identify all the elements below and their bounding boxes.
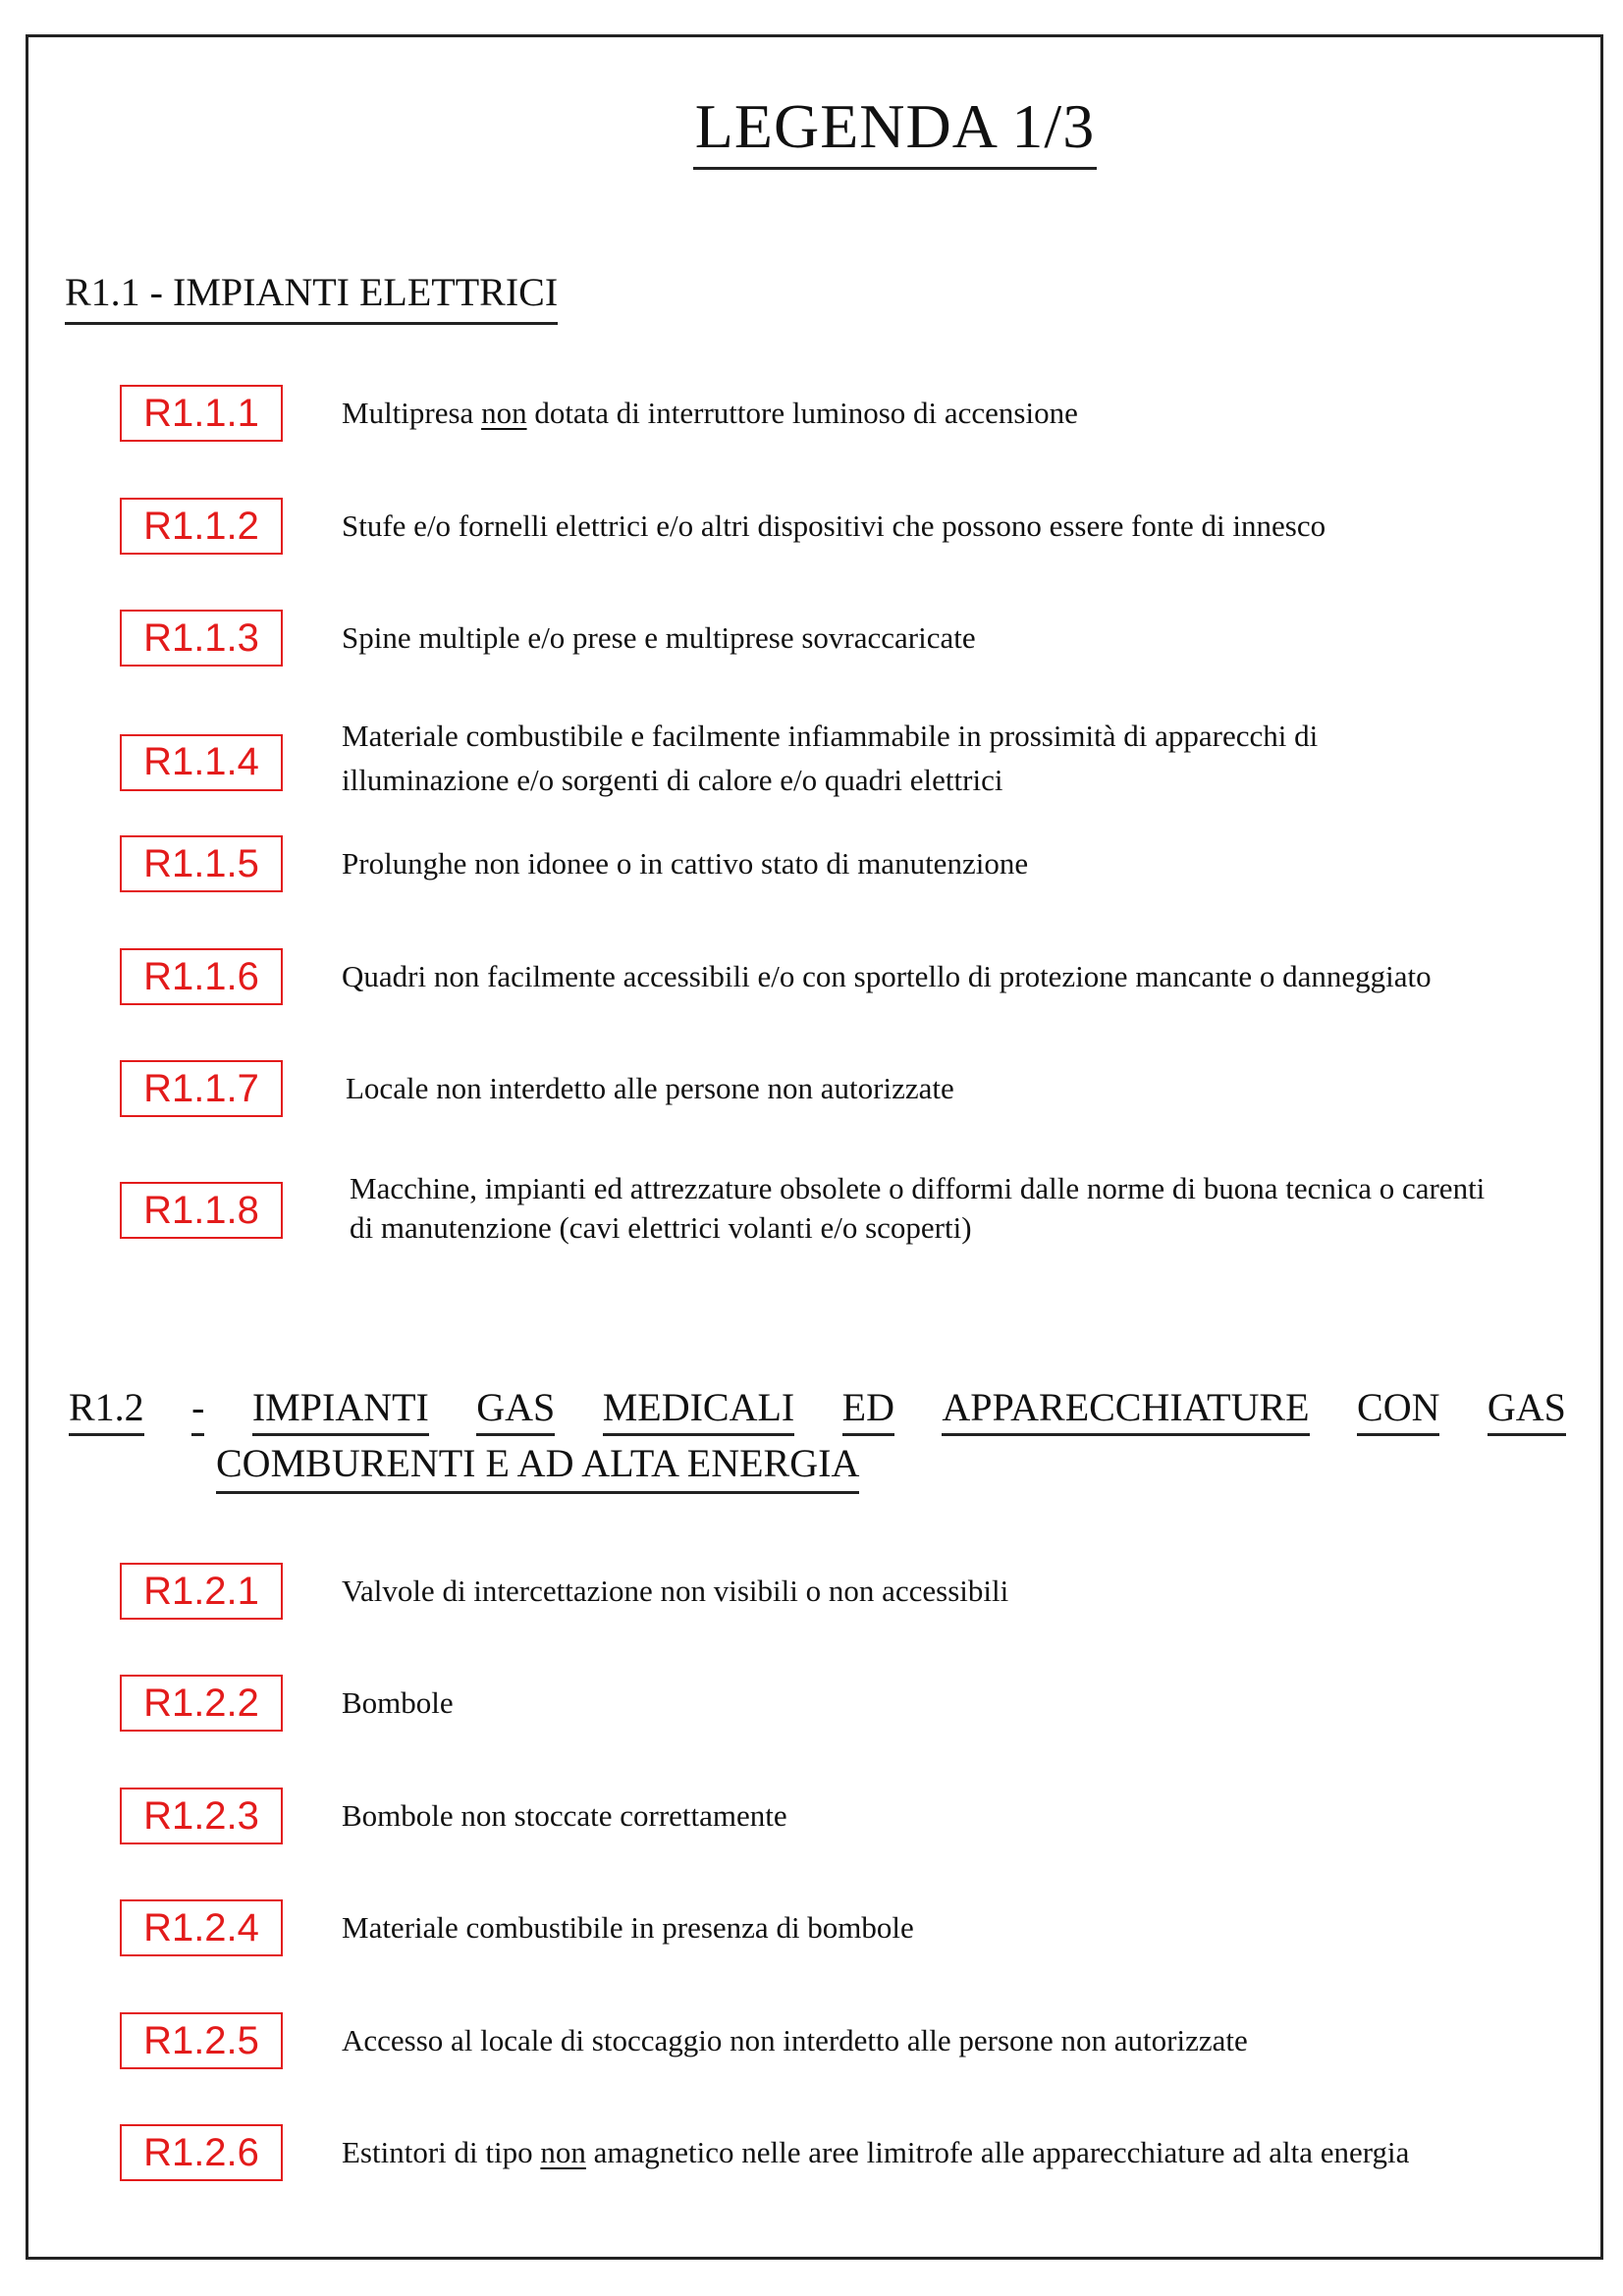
item-description: Estintori di tipo non amagnetico nelle aree limitrofe alle apparecchiature ad alta energia (342, 2134, 1410, 2169)
item-code: R1.2.6 (120, 2124, 283, 2181)
item-code: R1.2.5 (120, 2012, 283, 2069)
item-description: Quadri non facilmente accessibili e/o con sportello di protezione mancante o danneggiato (342, 958, 1432, 993)
section-title-gas-medicali: R1.2 - IMPIANTI GAS MEDICALI ED APPARECCHIATURE CON GAS COMBURENTI E AD ALTA ENERGIA (69, 1384, 1566, 1494)
legend-item (120, 2124, 1564, 2181)
legend-item (120, 498, 1564, 555)
item-code: R1.1.6 (120, 948, 283, 1005)
item-description: Materiale combustibile e facilmente infiammabile in prossimità di apparecchi di illuminazione e/o sorgenti di calore e/o quadri elettrici (342, 719, 1319, 797)
item-code: R1.2.3 (120, 1788, 283, 1844)
legend-item (120, 385, 1564, 442)
item-code: R1.1.7 (120, 1060, 283, 1117)
item-code: R1.1.3 (120, 610, 283, 667)
legend-item (120, 610, 1564, 667)
item-description: Locale non interdetto alle persone non autorizzate (346, 1070, 954, 1105)
item-description: Bombole non stoccate correttamente (342, 1797, 787, 1833)
legend-item (120, 1563, 1564, 1620)
item-description: Bombole (342, 1684, 454, 1720)
legend-item (120, 1675, 1564, 1732)
legend-item (120, 719, 1564, 803)
legend-item (120, 948, 1564, 1005)
item-code: R1.1.2 (120, 498, 283, 555)
legend-item (120, 835, 1564, 892)
item-description: Macchine, impianti ed attrezzature obsolete o difformi dalle norme di buona tecnica o carenti di manutenzione (cavi elettrici volanti e/o scoperti) (350, 1171, 1486, 1246)
item-code: R1.2.1 (120, 1563, 283, 1620)
item-description: Valvole di intercettazione non visibili o non accessibili (342, 1573, 1009, 1608)
legend-item (120, 2012, 1564, 2069)
page-title: LEGENDA 1/3 (0, 90, 1623, 170)
item-code: R1.1.4 (120, 734, 283, 791)
item-code: R1.2.4 (120, 1899, 283, 1956)
item-description: Multipresa non dotata di interruttore luminoso di accensione (342, 395, 1078, 430)
item-description: Prolunghe non idonee o in cattivo stato di manutenzione (342, 845, 1029, 881)
section-title-impianti-elettrici: R1.1 - IMPIANTI ELETTRICI (65, 269, 558, 325)
item-description: Spine multiple e/o prese e multiprese sovraccaricate (342, 619, 976, 655)
item-code: R1.1.8 (120, 1182, 283, 1239)
item-code: R1.2.2 (120, 1675, 283, 1732)
legend-item (120, 1060, 1564, 1117)
item-description: Stufe e/o fornelli elettrici e/o altri dispositivi che possono essere fonte di innesco (342, 507, 1326, 543)
item-code: R1.1.1 (120, 385, 283, 442)
item-description: Materiale combustibile in presenza di bombole (342, 1909, 914, 1945)
legend-item (120, 1173, 1564, 1249)
item-description: Accesso al locale di stoccaggio non interdetto alle persone non autorizzate (342, 2022, 1248, 2057)
item-code: R1.1.5 (120, 835, 283, 892)
legend-item (120, 1899, 1564, 1956)
legend-item (120, 1788, 1564, 1844)
